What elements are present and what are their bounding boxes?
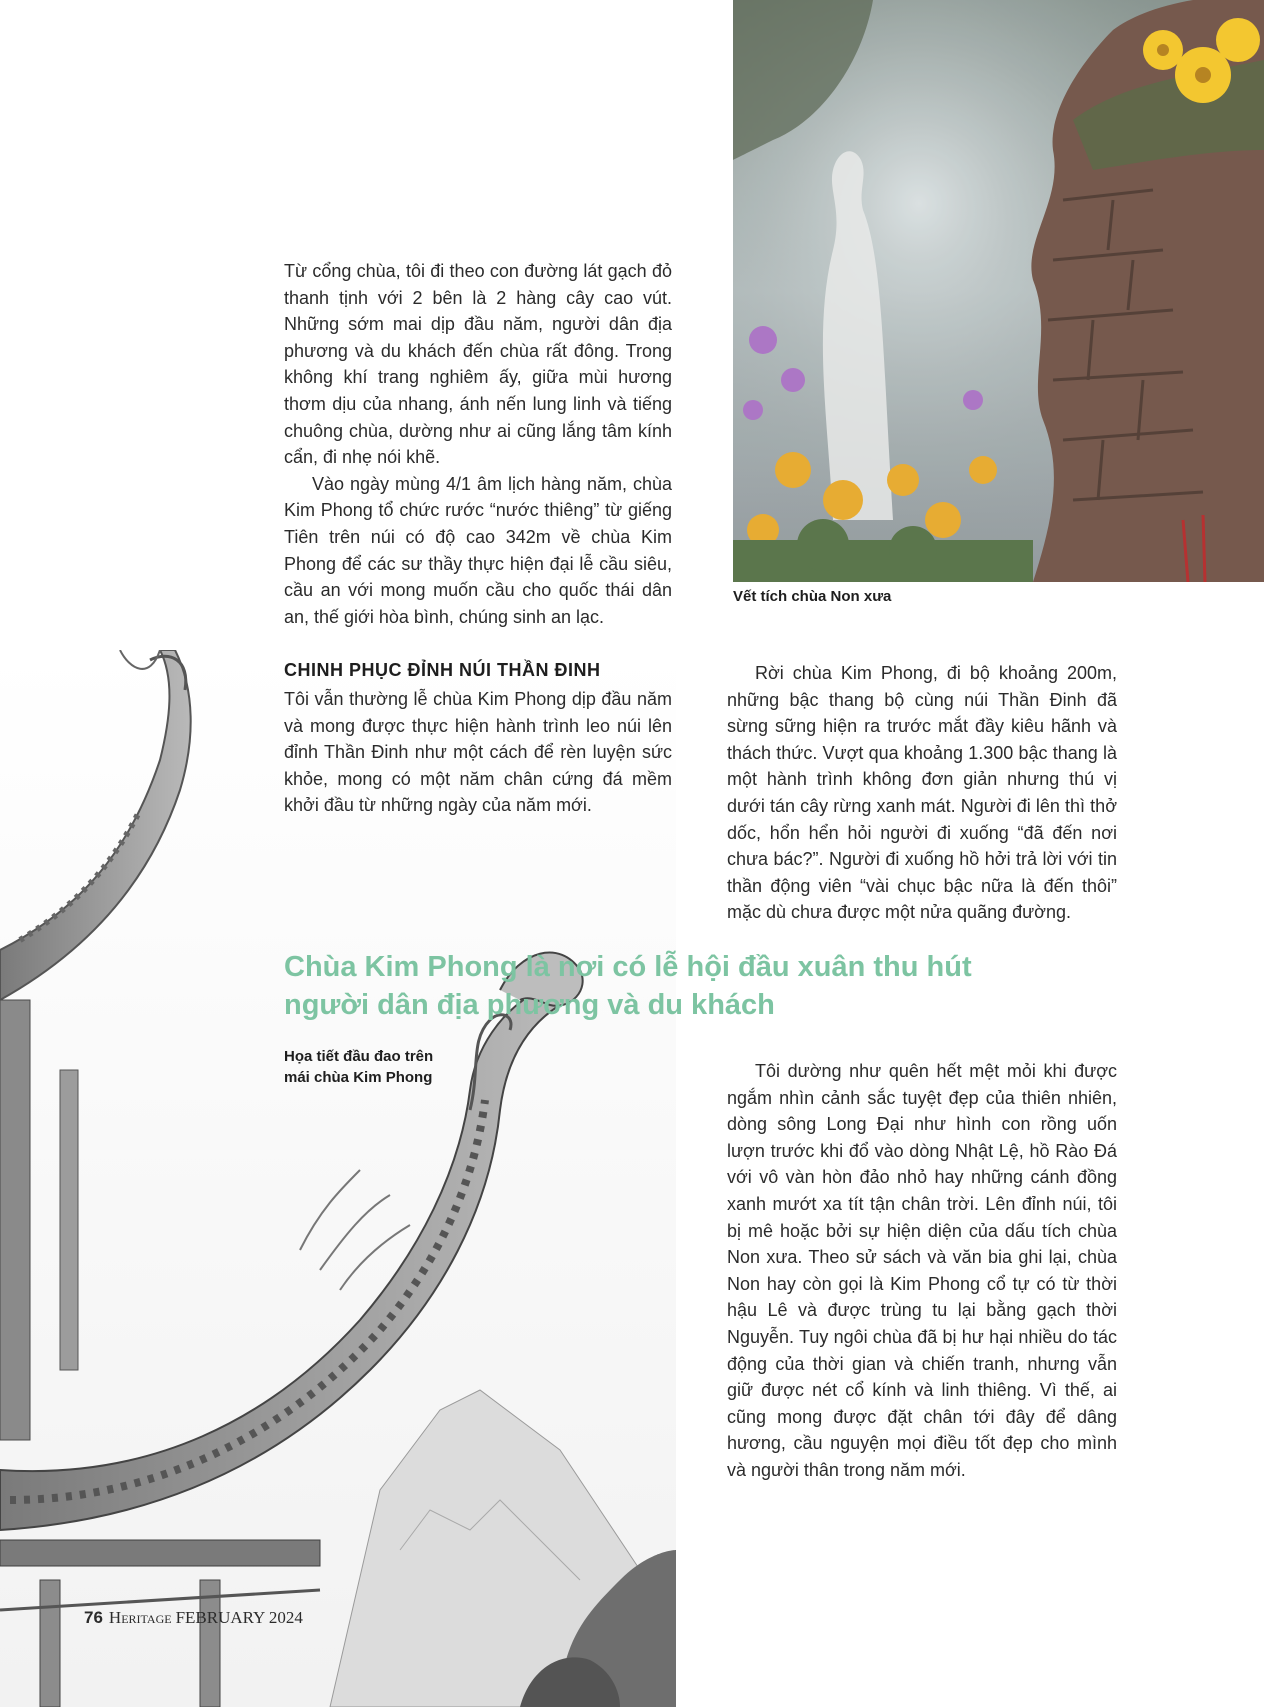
page-number: 76 bbox=[84, 1608, 103, 1627]
issue-date: FEBRUARY 2024 bbox=[175, 1608, 303, 1627]
page-footer bbox=[84, 1608, 303, 1628]
article-column-2 bbox=[284, 686, 672, 819]
roof-caption-line: Họa tiết đầu đao trên bbox=[284, 1048, 434, 1065]
temple-ruins-photo bbox=[733, 0, 1264, 582]
paragraph: Rời chùa Kim Phong, đi bộ khoảng 200m, những bậc thang bộ cùng núi Thần Đinh đã sừng sững hiện ra trước mắt đầy kiêu hãnh và thách thức. Vượt qua khoảng 1.300 bậc thang là một hành trình không đơn giản nhưng thú vị dưới tán cây rừng xanh mát. Người đi lên thì thở dốc, hổn hển hỏi người đi xuống “đã đến nơi chưa bác?”. Người đi xuống hồ hởi trả lời với tin thần động viên “vài chục bậc nữa là đến thôi” mặc dù chưa được một nửa quãng đường. bbox=[727, 663, 1117, 923]
article-column-3 bbox=[727, 660, 1117, 926]
pull-quote bbox=[284, 948, 1004, 1024]
article-column-4 bbox=[727, 1058, 1117, 1484]
paragraph: Từ cổng chùa, tôi đi theo con đường lát gạch đỏ thanh tịnh với 2 bên là 2 hàng cây cao vút. Những sớm mai dịp đầu năm, người dân địa phương và du khách đến chùa rất đông. Trong không khí trang nghiêm ấy, giữa mùi hương thơm dịu của nhang, ánh nến lung linh và tiếng chuông chùa, dường như ai cũng lắng tâm kính cẩn, đi nhẹ nói khẽ. bbox=[284, 261, 672, 468]
photo-caption: Vết tích chùa Non xưa bbox=[733, 588, 892, 605]
roof-caption-line: mái chùa Kim Phong bbox=[284, 1069, 433, 1086]
article-column-1 bbox=[284, 258, 672, 630]
section-heading: CHINH PHỤC ĐỈNH NÚI THẦN ĐINH bbox=[284, 660, 601, 680]
pull-quote-line: người dân địa phương và du khách bbox=[284, 989, 775, 1021]
roof-caption bbox=[284, 1046, 433, 1088]
pull-quote-line: Chùa Kim Phong là nơi có lễ hội đầu xuân thu hút bbox=[284, 951, 972, 983]
magazine-name: Heritage bbox=[108, 1608, 172, 1627]
paragraph: Tôi vẫn thường lễ chùa Kim Phong dịp đầu năm và mong được thực hiện hành trình leo núi lên đỉnh Thần Đinh như một cách để rèn luyện sức khỏe, mong có một năm chân cứng đá mềm khởi đầu từ những ngày của năm mới. bbox=[284, 689, 672, 816]
paragraph: Vào ngày mùng 4/1 âm lịch hàng năm, chùa Kim Phong tổ chức rước “nước thiêng” từ giếng Tiên trên núi có độ cao 342m về chùa Kim Phong để các sư thầy thực hiện đại lễ cầu siêu, cầu an với mong muốn cầu cho quốc thái dân an, thế giới hòa bình, chúng sinh an lạc. bbox=[284, 473, 672, 627]
paragraph: Tôi dường như quên hết mệt mỏi khi được ngắm nhìn cảnh sắc tuyệt đẹp của thiên nhiên, dòng sông Long Đại như hình con rồng uốn lượn trước khi đổ vào dòng Nhật Lệ, hồ Rào Đá với vô vàn hòn đảo nhỏ hay những cánh đồng xanh mướt xa tít tận chân trời. Lên đỉnh núi, tôi bị mê hoặc bởi sự hiện diện của dấu tích chùa Non xưa. Theo sử sách và văn bia ghi lại, chùa Non hay còn gọi là Kim Phong cổ tự có từ thời hậu Lê và được trùng tu lại bằng gạch thời Nguyễn. Tuy ngôi chùa đã bị hư hại nhiều do tác động của thời gian và chiến tranh, nhưng vẫn giữ được nét cổ kính và linh thiêng. Vì thế, ai cũng mong được đặt chân tới đây để dâng hương, cầu nguyện mọi điều tốt đẹp cho mình và người thân trong năm mới. bbox=[727, 1061, 1117, 1480]
